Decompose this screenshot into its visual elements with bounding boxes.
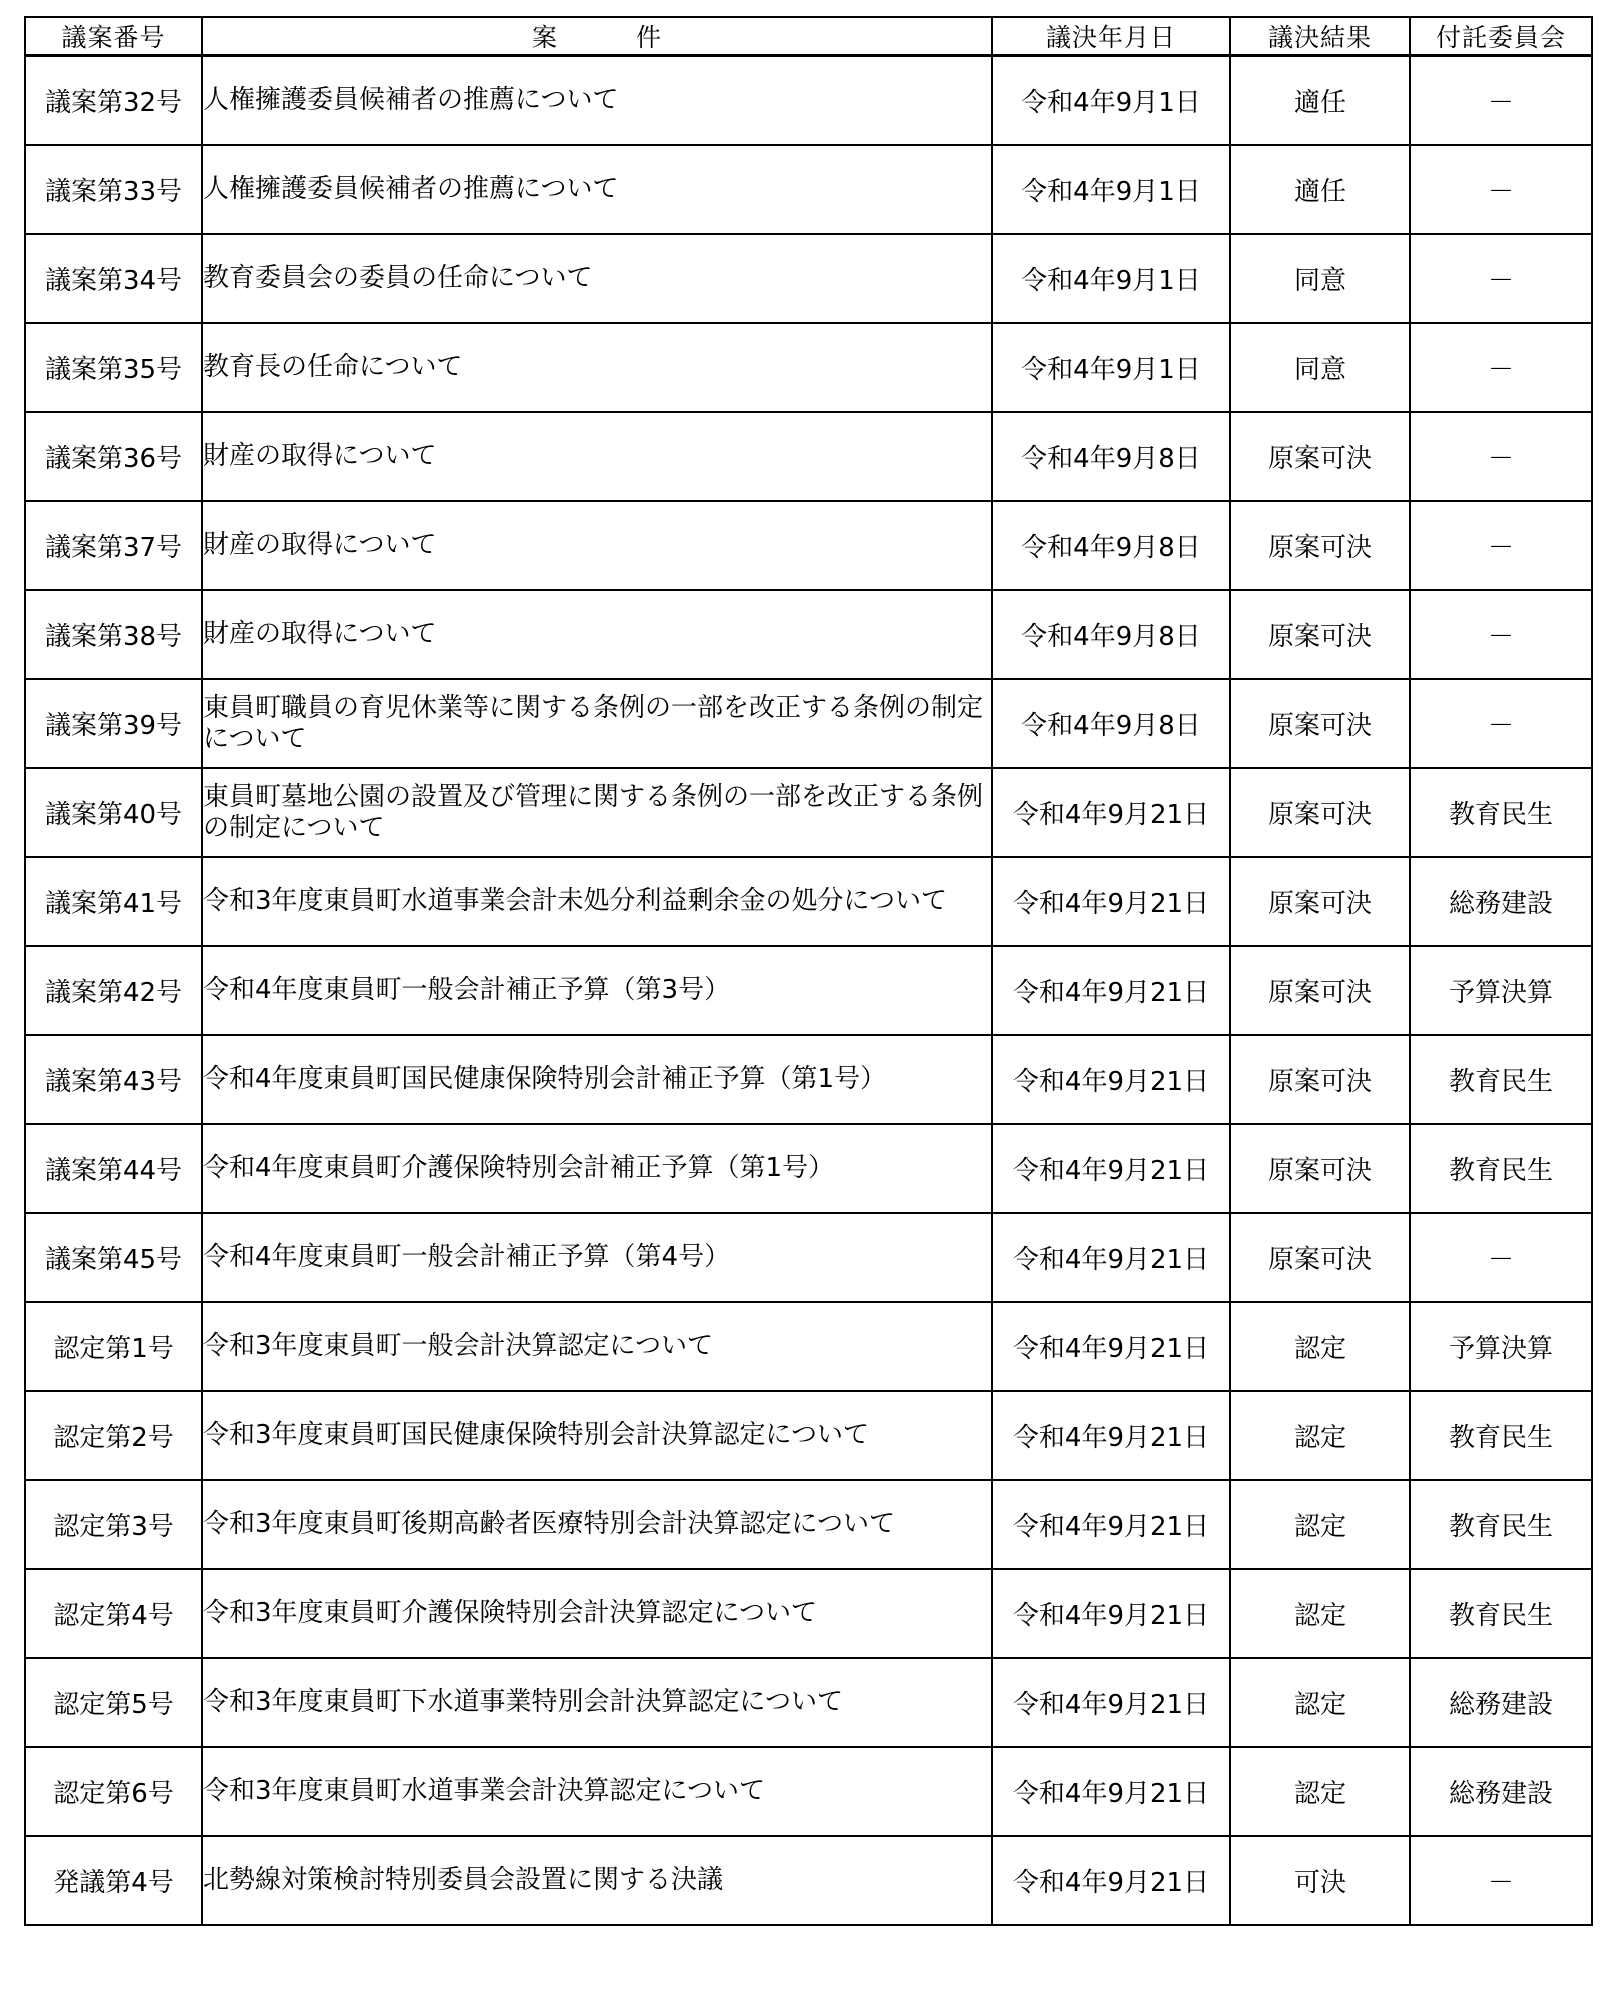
row-committee: － [1410,590,1592,679]
row-date: 令和4年9月1日 [992,234,1230,323]
row-result: 適任 [1230,56,1410,146]
table-header [25,17,1592,56]
row-number: 議案第43号 [25,1035,202,1124]
row-committee: 教育民生 [1410,1569,1592,1658]
row-number: 議案第36号 [25,412,202,501]
table-row [25,590,1592,679]
row-number: 議案第42号 [25,946,202,1035]
row-result: 認定 [1230,1569,1410,1658]
row-title: 令和4年度東員町一般会計補正予算（第4号） [202,1213,992,1302]
row-result: 可決 [1230,1836,1410,1925]
row-committee: － [1410,145,1592,234]
row-result: 同意 [1230,234,1410,323]
row-date: 令和4年9月8日 [992,501,1230,590]
row-title: 教育長の任命について [202,323,992,412]
row-committee: 総務建設 [1410,1658,1592,1747]
row-result: 原案可決 [1230,412,1410,501]
row-title: 東員町職員の育児休業等に関する条例の一部を改正する条例の制定について [202,679,992,768]
table-row [25,501,1592,590]
row-committee: － [1410,679,1592,768]
row-number: 認定第6号 [25,1747,202,1836]
row-result: 認定 [1230,1302,1410,1391]
table-row [25,56,1592,146]
table-row [25,412,1592,501]
row-result: 認定 [1230,1391,1410,1480]
row-number: 認定第1号 [25,1302,202,1391]
table-row [25,1480,1592,1569]
row-result: 原案可決 [1230,1035,1410,1124]
row-number: 発議第4号 [25,1836,202,1925]
row-title: 令和4年度東員町国民健康保険特別会計補正予算（第1号） [202,1035,992,1124]
table-row [25,1836,1592,1925]
table-row [25,768,1592,857]
row-title: 令和3年度東員町国民健康保険特別会計決算認定について [202,1391,992,1480]
row-number: 議案第40号 [25,768,202,857]
row-title: 東員町墓地公園の設置及び管理に関する条例の一部を改正する条例の制定について [202,768,992,857]
row-title: 令和3年度東員町水道事業会計決算認定について [202,1747,992,1836]
row-title: 令和4年度東員町介護保険特別会計補正予算（第1号） [202,1124,992,1213]
header-committee: 付託委員会 [1410,17,1592,56]
table-row [25,1302,1592,1391]
row-title: 令和3年度東員町介護保険特別会計決算認定について [202,1569,992,1658]
row-committee: 予算決算 [1410,1302,1592,1391]
row-date: 令和4年9月8日 [992,679,1230,768]
row-result: 認定 [1230,1747,1410,1836]
row-date: 令和4年9月21日 [992,1747,1230,1836]
row-result: 認定 [1230,1480,1410,1569]
row-date: 令和4年9月21日 [992,1124,1230,1213]
row-title: 令和4年度東員町一般会計補正予算（第3号） [202,946,992,1035]
row-result: 原案可決 [1230,1124,1410,1213]
table-row [25,1569,1592,1658]
table-row [25,145,1592,234]
row-committee: 教育民生 [1410,768,1592,857]
row-result: 同意 [1230,323,1410,412]
table-row [25,1035,1592,1124]
row-result: 原案可決 [1230,590,1410,679]
row-committee: 教育民生 [1410,1480,1592,1569]
row-title: 令和3年度東員町一般会計決算認定について [202,1302,992,1391]
row-date: 令和4年9月21日 [992,1035,1230,1124]
row-title: 人権擁護委員候補者の推薦について [202,56,992,146]
row-date: 令和4年9月1日 [992,145,1230,234]
table-row [25,234,1592,323]
row-committee: 教育民生 [1410,1124,1592,1213]
header-row [25,17,1592,56]
row-date: 令和4年9月1日 [992,323,1230,412]
table-row [25,1658,1592,1747]
row-number: 議案第33号 [25,145,202,234]
row-title: 財産の取得について [202,501,992,590]
row-result: 適任 [1230,145,1410,234]
table-body [25,56,1592,1926]
row-committee: － [1410,1836,1592,1925]
row-number: 議案第34号 [25,234,202,323]
row-number: 議案第37号 [25,501,202,590]
row-number: 議案第41号 [25,857,202,946]
row-number: 議案第38号 [25,590,202,679]
row-date: 令和4年9月21日 [992,946,1230,1035]
row-committee: － [1410,501,1592,590]
row-committee: － [1410,323,1592,412]
row-title: 令和3年度東員町水道事業会計未処分利益剰余金の処分について [202,857,992,946]
row-committee: 総務建設 [1410,857,1592,946]
row-date: 令和4年9月21日 [992,1658,1230,1747]
row-number: 議案第39号 [25,679,202,768]
row-date: 令和4年9月21日 [992,1836,1230,1925]
row-committee: － [1410,412,1592,501]
row-result: 原案可決 [1230,501,1410,590]
row-result: 原案可決 [1230,857,1410,946]
row-number: 議案第32号 [25,56,202,146]
resolutions-table [24,16,1593,1926]
row-committee: － [1410,234,1592,323]
row-number: 認定第5号 [25,1658,202,1747]
row-date: 令和4年9月8日 [992,412,1230,501]
row-committee: 予算決算 [1410,946,1592,1035]
row-result: 原案可決 [1230,946,1410,1035]
row-title: 令和3年度東員町下水道事業特別会計決算認定について [202,1658,992,1747]
row-number: 認定第3号 [25,1480,202,1569]
header-result: 議決結果 [1230,17,1410,56]
row-date: 令和4年9月21日 [992,857,1230,946]
row-result: 認定 [1230,1658,1410,1747]
row-number: 議案第44号 [25,1124,202,1213]
row-result: 原案可決 [1230,1213,1410,1302]
table-row [25,857,1592,946]
table-row [25,679,1592,768]
table-row [25,323,1592,412]
row-title: 財産の取得について [202,590,992,679]
row-committee: 総務建設 [1410,1747,1592,1836]
row-committee: － [1410,1213,1592,1302]
row-result: 原案可決 [1230,768,1410,857]
row-date: 令和4年9月21日 [992,1391,1230,1480]
row-date: 令和4年9月21日 [992,1569,1230,1658]
table-row [25,1747,1592,1836]
table-row [25,946,1592,1035]
row-committee: 教育民生 [1410,1035,1592,1124]
row-date: 令和4年9月21日 [992,768,1230,857]
row-title: 令和3年度東員町後期高齢者医療特別会計決算認定について [202,1480,992,1569]
row-number: 認定第4号 [25,1569,202,1658]
row-result: 原案可決 [1230,679,1410,768]
row-date: 令和4年9月1日 [992,56,1230,146]
row-date: 令和4年9月21日 [992,1480,1230,1569]
row-date: 令和4年9月8日 [992,590,1230,679]
table-row [25,1124,1592,1213]
table-row [25,1213,1592,1302]
table-row [25,1391,1592,1480]
row-title: 教育委員会の委員の任命について [202,234,992,323]
row-date: 令和4年9月21日 [992,1213,1230,1302]
row-date: 令和4年9月21日 [992,1302,1230,1391]
row-number: 認定第2号 [25,1391,202,1480]
row-title: 北勢線対策検討特別委員会設置に関する決議 [202,1836,992,1925]
row-committee: 教育民生 [1410,1391,1592,1480]
row-number: 議案第35号 [25,323,202,412]
row-number: 議案第45号 [25,1213,202,1302]
row-title: 人権擁護委員候補者の推薦について [202,145,992,234]
row-committee: － [1410,56,1592,146]
header-title: 案 件 [202,17,992,56]
header-date: 議決年月日 [992,17,1230,56]
row-title: 財産の取得について [202,412,992,501]
header-number: 議案番号 [25,17,202,56]
